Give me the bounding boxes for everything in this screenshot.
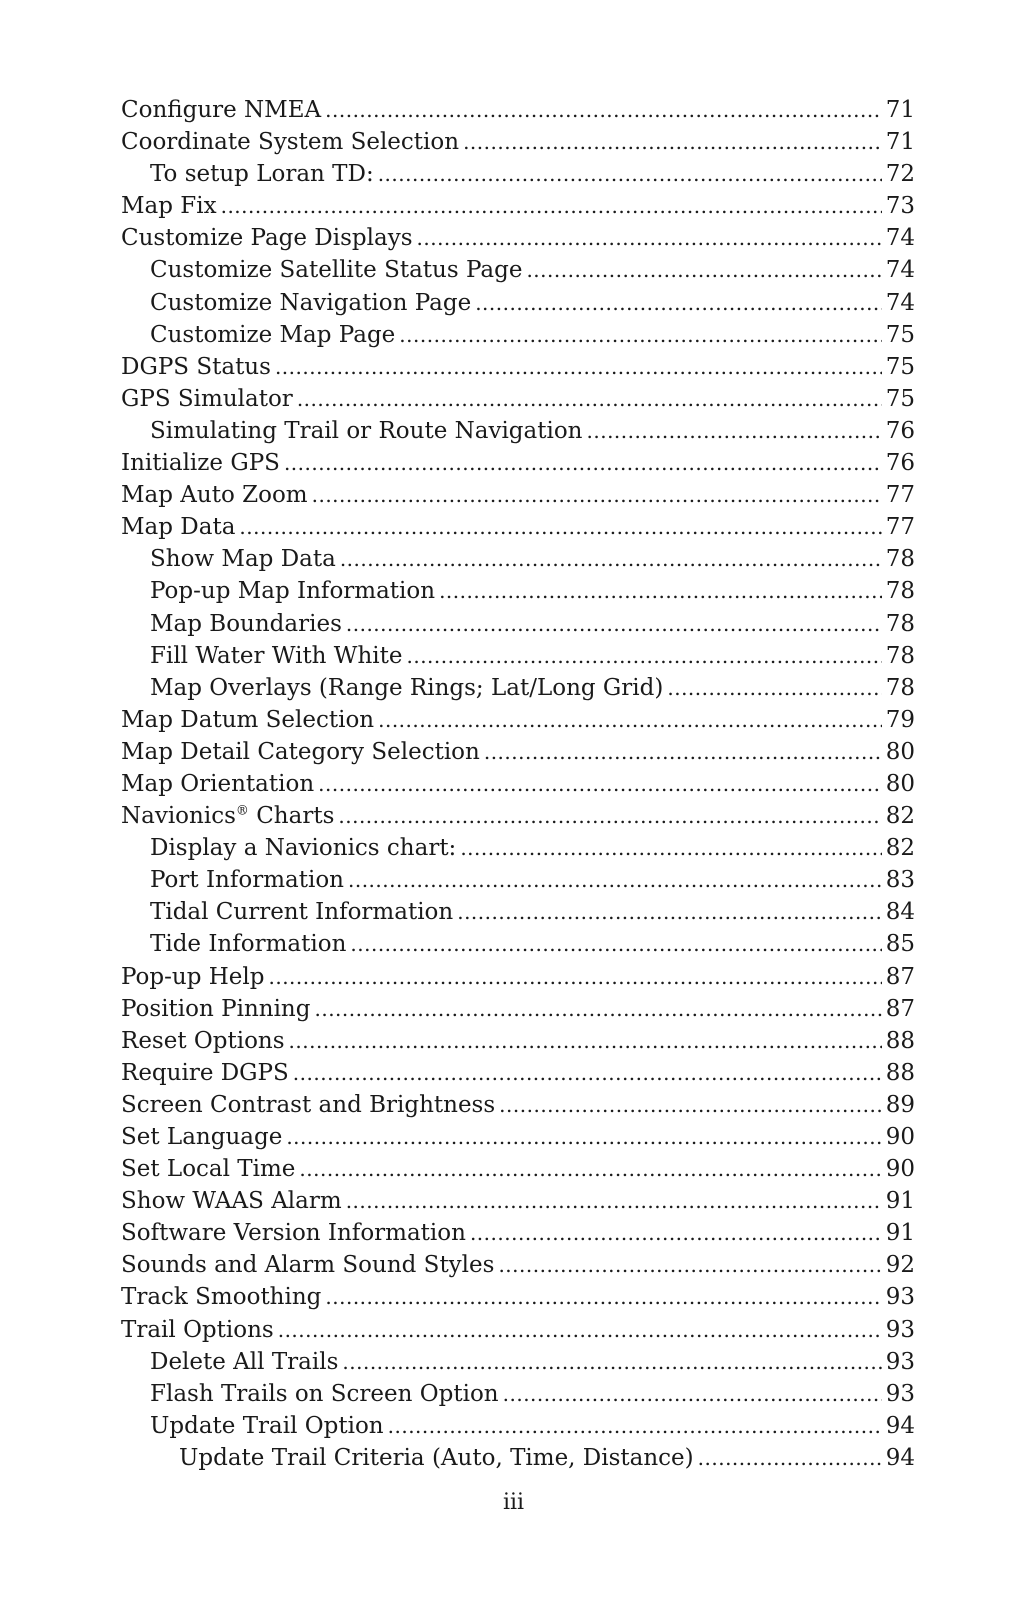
toc-entry-page: 82 xyxy=(885,803,915,830)
toc-entry-title xyxy=(121,993,310,1025)
dot-leader xyxy=(417,222,882,254)
toc-entry[interactable] xyxy=(121,479,915,511)
toc-entry-title-text: Customize Satellite Status Page xyxy=(150,257,523,284)
toc-entry-page: 74 xyxy=(885,225,915,252)
dot-leader xyxy=(318,768,882,800)
toc-entry-page: 83 xyxy=(885,867,915,894)
dot-leader xyxy=(346,608,882,640)
toc-entry-title xyxy=(121,704,374,736)
dot-leader xyxy=(342,1346,881,1378)
toc-entry-page: 82 xyxy=(885,835,915,862)
dot-leader xyxy=(299,1153,881,1185)
toc-entry[interactable] xyxy=(121,254,915,286)
toc-entry[interactable] xyxy=(121,864,915,896)
toc-entry-page: 94 xyxy=(885,1444,915,1471)
toc-entry-title xyxy=(121,126,459,158)
toc-entry[interactable] xyxy=(121,1410,915,1442)
toc-entry[interactable] xyxy=(121,896,915,928)
toc-entry-title-text: Map Boundaries xyxy=(150,610,342,637)
toc-entry[interactable] xyxy=(121,543,915,575)
toc-entry-title xyxy=(179,1442,694,1474)
toc-entry-title-text: Update Trail Option xyxy=(150,1412,384,1439)
toc-entry-page: 87 xyxy=(885,963,915,990)
toc-entry-title xyxy=(150,1410,384,1442)
dot-leader xyxy=(278,1314,882,1346)
dot-leader xyxy=(399,319,881,351)
toc-entry-page: 74 xyxy=(885,289,915,316)
toc-entry-page: 79 xyxy=(885,706,915,733)
toc-entry-page: 85 xyxy=(885,931,915,958)
dot-leader xyxy=(667,672,881,704)
dot-leader xyxy=(587,415,882,447)
toc-entry-title-text: Navionics xyxy=(121,803,236,830)
dot-leader xyxy=(297,383,882,415)
toc-entry-page: 78 xyxy=(885,610,915,637)
toc-entry-page: 89 xyxy=(885,1091,915,1118)
toc-entry[interactable] xyxy=(121,287,915,319)
toc-entry-title-text: Set Language xyxy=(121,1124,283,1150)
dot-leader xyxy=(484,736,882,768)
toc-entry-page: 72 xyxy=(885,161,915,188)
toc-entry-title-text: Map Auto Zoom xyxy=(121,482,308,509)
toc-entry[interactable] xyxy=(121,672,915,704)
toc-entry-title-text: Trail Options xyxy=(121,1316,274,1343)
page-number: iii xyxy=(502,1490,525,1515)
toc-entry-title xyxy=(121,736,480,768)
toc-entry-title xyxy=(121,1314,274,1346)
dot-leader xyxy=(284,447,882,479)
toc-entry-title-text: Configure NMEA xyxy=(121,97,322,123)
toc-entry[interactable] xyxy=(121,1057,915,1089)
toc-entry-title xyxy=(121,1025,285,1057)
toc-entry[interactable] xyxy=(121,608,915,640)
dot-leader xyxy=(378,704,882,736)
dot-leader xyxy=(289,1025,882,1057)
toc-entry[interactable] xyxy=(121,190,915,222)
toc-entry-title xyxy=(121,94,321,126)
dot-leader xyxy=(457,896,882,928)
toc-entry-title xyxy=(121,1185,342,1217)
toc-entry[interactable] xyxy=(121,993,915,1025)
dot-leader xyxy=(348,864,882,896)
toc-entry-page: 71 xyxy=(885,97,915,123)
toc-entry[interactable] xyxy=(121,1185,915,1217)
toc-entry[interactable] xyxy=(121,736,915,768)
dot-leader xyxy=(475,287,882,319)
toc-entry-page: 93 xyxy=(885,1348,915,1375)
dot-leader xyxy=(698,1442,882,1474)
dot-leader xyxy=(312,479,882,511)
toc-entry-page: 87 xyxy=(885,995,915,1022)
dot-leader xyxy=(499,1089,882,1121)
toc-entry[interactable] xyxy=(121,1346,915,1378)
toc-entry-title-text: Delete All Trails xyxy=(150,1348,339,1375)
toc-entry-title-text: Fill Water With White xyxy=(150,642,403,669)
toc-entry-page: 78 xyxy=(885,642,915,669)
toc-entry-page: 78 xyxy=(885,674,915,701)
dot-leader xyxy=(221,190,882,222)
dot-leader xyxy=(378,158,882,190)
toc-entry-page: 88 xyxy=(885,1059,915,1086)
toc-entry[interactable] xyxy=(121,1281,915,1313)
toc-entry[interactable] xyxy=(121,1314,915,1346)
dot-leader xyxy=(338,800,881,832)
toc-entry-title-text: Update Trail Criteria (Auto, Time, Distance) xyxy=(179,1444,694,1471)
toc-entry-title xyxy=(150,254,522,286)
toc-entry-title xyxy=(150,896,453,928)
toc-entry-title xyxy=(121,222,413,254)
toc-entry-title xyxy=(150,319,395,351)
toc-entry-title-text: Pop-up Map Information xyxy=(150,578,436,605)
toc-entry-title xyxy=(150,575,435,607)
toc-entry-title xyxy=(150,415,583,447)
toc-entry-title xyxy=(121,383,293,415)
toc-entry-title-text: Map Data xyxy=(121,514,236,541)
toc-entry-page: 80 xyxy=(885,770,915,797)
toc-entry[interactable] xyxy=(121,383,915,415)
toc-entry-title xyxy=(121,1153,295,1185)
dot-leader xyxy=(350,928,881,960)
registered-mark: ® xyxy=(235,803,249,819)
dot-leader xyxy=(463,126,882,158)
toc-entry-page: 84 xyxy=(885,899,915,926)
toc-entry-title-text: Show Map Data xyxy=(150,546,336,573)
dot-leader xyxy=(406,640,881,672)
toc-entry[interactable] xyxy=(121,1153,915,1185)
toc-entry[interactable] xyxy=(121,158,915,190)
toc-entry-title xyxy=(150,543,336,575)
toc-entry-title xyxy=(121,1089,495,1121)
toc-entry-page: 93 xyxy=(885,1316,915,1343)
toc-entry-page: 77 xyxy=(885,514,915,541)
toc-entry-title-text: Tide Information xyxy=(150,931,347,958)
toc-entry[interactable] xyxy=(121,1378,915,1410)
toc-entry-title xyxy=(150,832,456,864)
toc-entry-title-text: Reset Options xyxy=(121,1027,285,1054)
toc-entry[interactable] xyxy=(121,1249,915,1281)
toc-entry-title-text: Simulating Trail or Route Navigation xyxy=(150,417,583,444)
toc-entry[interactable] xyxy=(121,800,915,832)
toc-entry-page: 75 xyxy=(885,321,915,348)
toc-entry-page: 75 xyxy=(885,385,915,412)
toc-entry-title-text: Customize Navigation Page xyxy=(150,289,472,316)
dot-leader xyxy=(346,1185,882,1217)
toc-entry[interactable] xyxy=(121,1217,915,1249)
toc-entry-title xyxy=(150,1378,499,1410)
dot-leader xyxy=(239,511,881,543)
toc-entry-title xyxy=(150,864,344,896)
toc-entry-title xyxy=(121,479,308,511)
toc-entry-page: 91 xyxy=(885,1188,915,1215)
toc-entry-title xyxy=(121,190,217,222)
dot-leader xyxy=(460,832,881,864)
toc-entry-title-text: Customize Page Displays xyxy=(121,225,413,252)
dot-leader xyxy=(293,1057,882,1089)
toc-entry[interactable] xyxy=(121,415,915,447)
toc-entry-title-text: Map Detail Category Selection xyxy=(121,738,480,765)
toc-entry-page: 80 xyxy=(885,738,915,765)
toc-entry-title-text: To setup Loran TD: xyxy=(150,161,374,188)
toc-entry-title xyxy=(121,1281,321,1313)
dot-leader xyxy=(340,543,882,575)
toc-entry-title-text: Show WAAS Alarm xyxy=(121,1188,342,1215)
table-of-contents xyxy=(121,94,915,1474)
dot-leader xyxy=(314,993,881,1025)
toc-entry-title-text: GPS Simulator xyxy=(121,385,293,412)
toc-entry-page: 91 xyxy=(885,1220,915,1247)
toc-entry-title-text: Coordinate System Selection xyxy=(121,129,460,156)
toc-entry[interactable] xyxy=(121,1089,915,1121)
toc-entry-title xyxy=(150,928,346,960)
toc-entry-title-text: Customize Map Page xyxy=(150,321,396,348)
toc-entry-title-text: Tidal Current Information xyxy=(150,899,454,926)
toc-entry[interactable] xyxy=(121,94,915,126)
toc-entry-title xyxy=(121,351,271,383)
toc-entry-title-rest: Charts xyxy=(248,803,335,830)
toc-entry[interactable] xyxy=(121,768,915,800)
toc-entry[interactable] xyxy=(121,222,915,254)
toc-entry-title-text: Screen Contrast and Brightness xyxy=(121,1091,496,1118)
dot-leader xyxy=(503,1378,882,1410)
toc-entry-title-text: Map Datum Selection xyxy=(121,706,375,733)
toc-entry-title xyxy=(121,1057,289,1089)
toc-entry[interactable] xyxy=(121,1025,915,1057)
toc-entry[interactable] xyxy=(121,1121,915,1153)
toc-entry-title xyxy=(121,447,280,479)
toc-entry-page: 90 xyxy=(885,1124,915,1150)
toc-entry[interactable] xyxy=(121,447,915,479)
toc-entry-page: 76 xyxy=(885,417,915,444)
toc-entry-title-text: Display a Navionics chart: xyxy=(150,835,457,862)
toc-entry-title-text: Pop-up Help xyxy=(121,963,265,990)
toc-entry-title-text: Track Smoothing xyxy=(121,1284,322,1311)
toc-entry-title xyxy=(150,1346,338,1378)
dot-leader xyxy=(498,1249,881,1281)
toc-entry-title xyxy=(121,800,334,832)
toc-entry-page: 75 xyxy=(885,353,915,380)
toc-entry-title-text: Flash Trails on Screen Option xyxy=(150,1380,499,1407)
toc-entry-title xyxy=(150,158,374,190)
toc-entry-page: 76 xyxy=(885,450,915,477)
toc-entry[interactable] xyxy=(121,126,915,158)
toc-entry-title xyxy=(150,640,402,672)
toc-entry-title-text: Position Pinning xyxy=(121,995,311,1022)
toc-entry-title-text: Require DGPS xyxy=(121,1059,289,1086)
dot-leader xyxy=(275,351,882,383)
toc-entry-page: 93 xyxy=(885,1284,915,1311)
toc-entry[interactable] xyxy=(121,928,915,960)
toc-entry-title-text: Map Orientation xyxy=(121,770,315,797)
toc-entry-title-text: Map Fix xyxy=(121,193,217,220)
toc-entry-title-text: Map Overlays (Range Rings; Lat/Long Grid) xyxy=(150,674,664,701)
toc-entry-page: 88 xyxy=(885,1027,915,1054)
toc-entry-page: 74 xyxy=(885,257,915,284)
toc-entry-page: 94 xyxy=(885,1412,915,1439)
toc-entry-page: 90 xyxy=(885,1156,915,1183)
toc-entry-title xyxy=(121,1217,466,1249)
toc-entry[interactable] xyxy=(121,351,915,383)
toc-entry[interactable] xyxy=(121,640,915,672)
toc-entry-page: 77 xyxy=(885,482,915,509)
toc-entry[interactable] xyxy=(121,511,915,543)
toc-entry-page: 93 xyxy=(885,1380,915,1407)
dot-leader xyxy=(286,1121,881,1153)
dot-leader xyxy=(388,1410,882,1442)
toc-entry-title-text: Port Information xyxy=(150,867,344,894)
toc-entry[interactable] xyxy=(121,832,915,864)
toc-entry[interactable] xyxy=(121,1442,915,1474)
toc-entry-title xyxy=(121,961,264,993)
dot-leader xyxy=(325,1281,881,1313)
dot-leader xyxy=(325,94,882,126)
toc-entry-title-text: Set Local Time xyxy=(121,1156,296,1183)
toc-entry-title xyxy=(121,511,235,543)
toc-entry[interactable] xyxy=(121,704,915,736)
toc-entry-page: 78 xyxy=(885,546,915,573)
toc-entry-title xyxy=(150,287,471,319)
dot-leader xyxy=(439,575,882,607)
toc-entry-page: 71 xyxy=(885,129,915,156)
dot-leader xyxy=(268,961,881,993)
toc-entry-title xyxy=(121,1249,494,1281)
dot-leader xyxy=(526,254,881,286)
toc-entry[interactable] xyxy=(121,575,915,607)
dot-leader xyxy=(470,1217,882,1249)
toc-entry-title xyxy=(150,672,663,704)
toc-entry[interactable] xyxy=(121,961,915,993)
toc-entry-title xyxy=(150,608,342,640)
toc-entry-title xyxy=(121,768,314,800)
toc-entry-page: 73 xyxy=(885,193,915,220)
toc-entry[interactable] xyxy=(121,319,915,351)
toc-entry-title xyxy=(121,1121,282,1153)
toc-entry-title-text: Initialize GPS xyxy=(121,450,280,477)
toc-entry-page: 92 xyxy=(885,1252,915,1279)
toc-entry-title-text: Software Version Information xyxy=(121,1220,466,1247)
toc-entry-title-text: DGPS Status xyxy=(121,353,271,380)
toc-entry-page: 78 xyxy=(885,578,915,605)
toc-entry-title-text: Sounds and Alarm Sound Styles xyxy=(121,1252,495,1279)
